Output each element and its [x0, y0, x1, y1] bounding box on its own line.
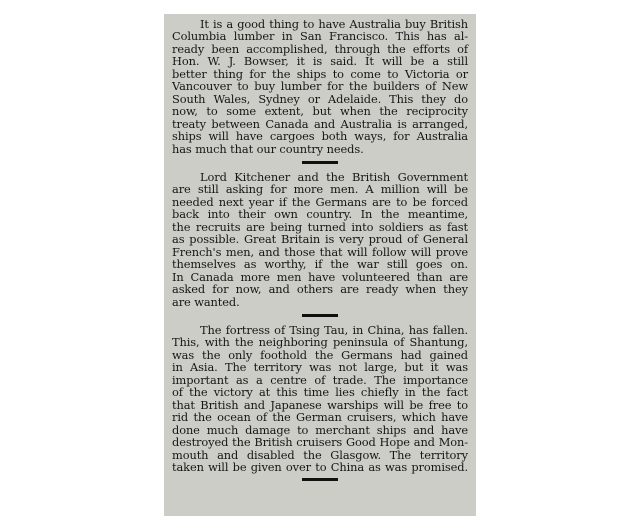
article-line: In Canada more men have volunteered than are: [172, 269, 468, 284]
article-line: better thing for the ships to come to Victoria or: [172, 66, 468, 81]
article-line: Vancouver to buy lumber for the builders of New: [172, 79, 468, 94]
article-line: rid the ocean of the German cruisers, which have: [172, 410, 468, 425]
newspaper-clipping: [164, 14, 476, 516]
article-line: that British and Japanese warships will be free to: [172, 397, 468, 412]
article-line: Columbia lumber in San Francisco. This has al-: [172, 29, 468, 44]
section-divider: [302, 314, 338, 317]
article-line: was the only foothold the Germans had gained: [172, 347, 468, 362]
article-line: destroyed the British cruisers Good Hope and Mon-: [172, 435, 468, 450]
section-divider: [302, 478, 338, 481]
section-divider: [302, 161, 338, 164]
article-line: are wanted.: [172, 294, 240, 309]
article-line: ships will have cargoes both ways, for Australia: [172, 129, 468, 144]
article-line: the recruits are being turned into soldiers as fast: [172, 219, 468, 234]
article-line: South Wales, Sydney or Adelaide. This they do: [172, 91, 468, 106]
article-australia-lumber: [172, 18, 468, 155]
article-line: It is a good thing to have Australia buy British: [200, 17, 468, 31]
article-line: themselves as worthy, if the war still goes on.: [172, 257, 468, 272]
article-line: taken will be given over to China as was promised.: [172, 459, 468, 474]
article-line: Hon. W. J. Bowser, it is said. It will be a still: [172, 54, 468, 69]
article-line: of the victory at this time lies chiefly in the fact: [172, 385, 468, 400]
article-line: done much damage to merchant ships and have: [172, 422, 468, 437]
article-line: The fortress of Tsing Tau, in China, has fallen.: [200, 322, 468, 337]
article-line: mouth and disabled the Glasgow. The territory: [172, 447, 468, 462]
article-line: are still asking for more men. A million will be: [172, 182, 468, 197]
article-tsing-tau: [172, 324, 468, 473]
article-line: needed next year if the Germans are to be forced: [172, 194, 468, 209]
article-line: back into their own country. In the meantime,: [172, 207, 468, 222]
article-kitchener-recruits: [172, 171, 468, 308]
article-line: treaty between Canada and Australia is arranged,: [172, 116, 468, 131]
article-line: ready been accomplished, through the efforts of: [172, 41, 468, 56]
article-line: in Asia. The territory was not large, but it was: [172, 360, 468, 375]
article-line: French's men, and those that will follow will prove: [172, 244, 468, 259]
article-line: has much that our country needs.: [172, 141, 364, 156]
article-line: as possible. Great Britain is very proud of General: [172, 232, 468, 247]
article-line: Lord Kitchener and the British Government: [200, 169, 468, 184]
article-line: asked for now, and others are ready when they: [172, 282, 468, 297]
article-line: This, with the neighboring peninsula of Shantung,: [172, 335, 468, 350]
article-line: now, to some extent, but when the reciprocity: [172, 104, 468, 119]
article-line: important as a centre of trade. The importance: [172, 372, 468, 387]
